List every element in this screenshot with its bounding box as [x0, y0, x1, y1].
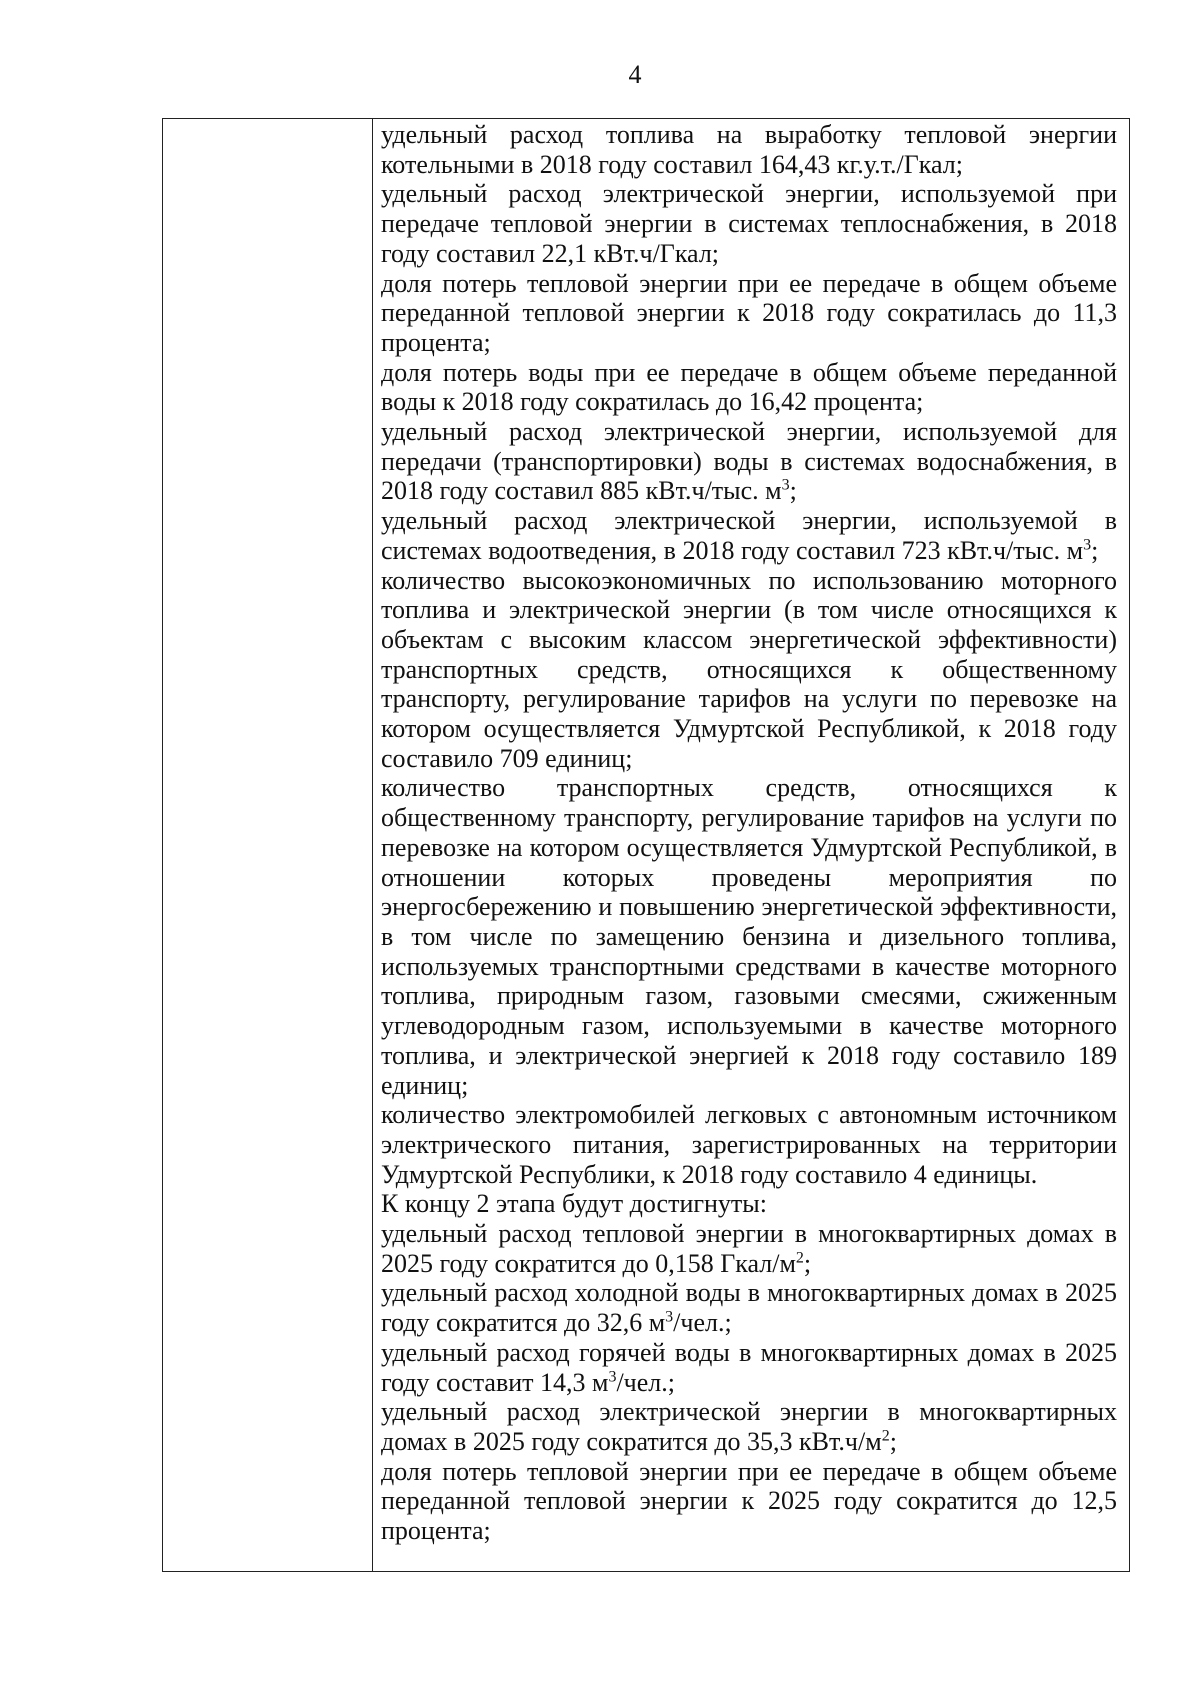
- paragraph: [381, 1338, 1117, 1397]
- paragraph: [381, 1457, 1117, 1546]
- paragraph-tail: ;: [889, 1426, 897, 1456]
- paragraph-tail: /чел.;: [673, 1308, 732, 1338]
- paragraph-text: количество электромобилей легковых с автономным источником электрического питания, зарегистрированных на территории Удмуртской Республики, к 2018 году составило 4 единицы.: [381, 1100, 1117, 1189]
- paragraph-text: доля потерь тепловой энергии при ее передаче в общем объеме переданной тепловой энергии к 2018 году сократилась до 11,3 процента;: [381, 268, 1117, 357]
- paragraph-text: К концу 2 этапа будут достигнуты:: [381, 1189, 767, 1219]
- paragraph: [381, 1100, 1117, 1189]
- paragraph-text: доля потерь воды при ее передаче в общем объеме переданной воды к 2018 году сократилась до 16,42 процента;: [381, 357, 1117, 417]
- paragraph: [381, 120, 1117, 179]
- paragraph: [381, 269, 1117, 358]
- superscript-exponent: 2: [881, 1427, 890, 1445]
- paragraph-text: удельный расход электрической энергии, используемой при передаче тепловой энергии в системах теплоснабжения, в 2018 году составил 22,1 кВт.ч/Гкал;: [381, 179, 1117, 268]
- paragraph-tail: /чел.;: [616, 1367, 675, 1397]
- paragraph: [381, 1219, 1117, 1278]
- superscript-exponent: 3: [781, 476, 790, 494]
- paragraph: [381, 1278, 1117, 1337]
- superscript-exponent: 3: [608, 1367, 617, 1385]
- paragraph-tail: ;: [803, 1248, 812, 1278]
- paragraph-text: удельный расход тепловой энергии в многоквартирных домах в 2025 году сократится до 0,158 Гкал/м: [381, 1219, 1117, 1278]
- paragraph-text: удельный расход холодной воды в многоквартирных домах в 2025 году сократится до 32,6 м: [381, 1278, 1117, 1338]
- content-table: [162, 118, 1130, 1572]
- paragraph-text: удельный расход электрической энергии, используемой в системах водоотведения, в 2018 году составил 723 кВт.ч/тыс. м: [381, 506, 1117, 565]
- paragraph-text: количество транспортных средств, относящихся к общественному транспорту, регулирование тарифов на услуги по перевозке на котором осуществляется Удмуртской Республикой, в отношении которых проведены мероприятия по энергосбережению и повышению энергетической эффективности, в том числе по замещению бензина и дизельного топлива, используемых транспортными средствами в качестве моторного топлива, природным газом, газовыми смесями, сжиженным углеводородным газом, используемыми в качестве моторного топлива, и электрической энергией к 2018 году составило 189 единиц;: [381, 773, 1117, 1100]
- superscript-exponent: 3: [665, 1308, 674, 1326]
- paragraph: [381, 773, 1117, 1100]
- table-right-cell: [373, 119, 1129, 1571]
- paragraph: [381, 1397, 1117, 1456]
- paragraph: [381, 1189, 1117, 1219]
- paragraph-text: удельный расход электрической энергии, используемой для передачи (транспортировки) воды в системах водоснабжения, в 2018 году составил 885 кВт.ч/тыс. м: [381, 417, 1117, 506]
- paragraph: [381, 417, 1117, 506]
- paragraph: [381, 506, 1117, 565]
- paragraph: [381, 358, 1117, 417]
- page-number: 4: [628, 60, 642, 89]
- superscript-exponent: 2: [795, 1249, 804, 1267]
- paragraph: [381, 566, 1117, 774]
- table-left-cell: [163, 119, 373, 1571]
- paragraph-text: доля потерь тепловой энергии при ее передаче в общем объеме переданной тепловой энергии к 2025 году сократится до 12,5 процента;: [381, 1456, 1117, 1546]
- paragraph-tail: ;: [1091, 535, 1099, 565]
- superscript-exponent: 3: [1083, 536, 1092, 554]
- paragraph-text: удельный расход электрической энергии в многоквартирных домах в 2025 году сократится до 35,3 кВт.ч/м: [381, 1397, 1117, 1456]
- paragraph-text: удельный расход топлива на выработку тепловой энергии котельными в 2018 году составил 164,43 кг.у.т./Гкал;: [381, 120, 1117, 179]
- paragraph: [381, 179, 1117, 268]
- paragraph-text: количество высокоэкономичных по использованию моторного топлива и электрической энергии (в том числе относящихся к объектам с высоким классом энергетической эффективности) транспортных средств, относящихся к общественному транспорту, регулирование тарифов на услуги по перевозке на котором осуществляется Удмуртской Республикой, к 2018 году составило 709 единиц;: [381, 565, 1117, 773]
- paragraph-tail: ;: [789, 476, 797, 506]
- paragraph-text: удельный расход горячей воды в многоквартирных домах в 2025 году составит 14,3 м: [381, 1337, 1117, 1397]
